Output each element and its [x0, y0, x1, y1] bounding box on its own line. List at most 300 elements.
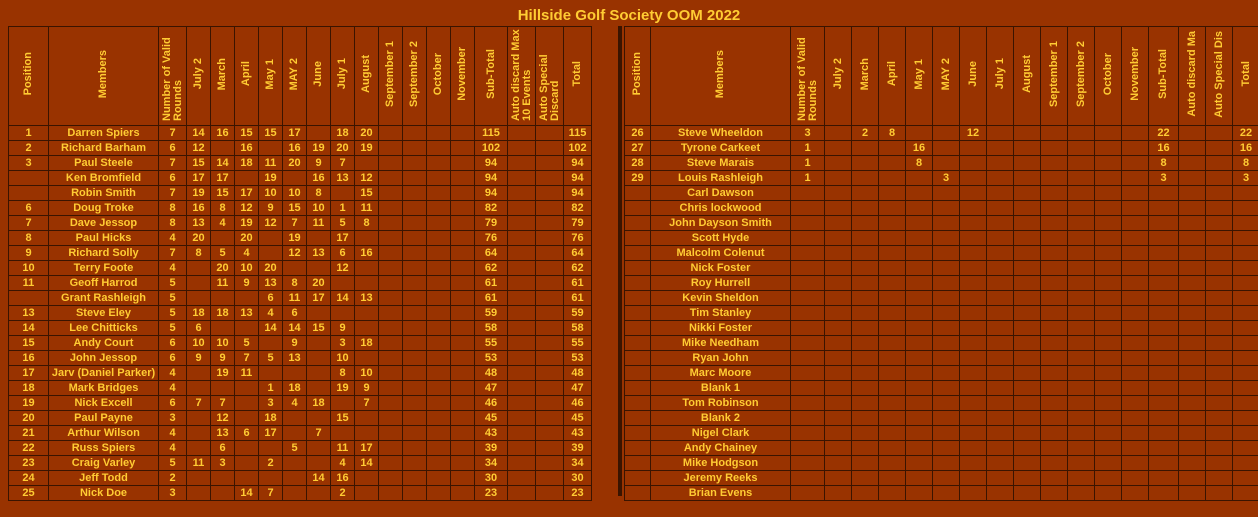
table-cell: [625, 201, 651, 216]
table-cell: [355, 486, 379, 501]
table-row: [9, 351, 592, 366]
table-cell: [1041, 471, 1068, 486]
table-cell: [307, 411, 331, 426]
table-cell: 20: [331, 141, 355, 156]
table-cell: 19: [211, 366, 235, 381]
table-cell: 6: [159, 171, 187, 186]
table-cell: [791, 456, 825, 471]
table-cell: 15: [331, 411, 355, 426]
table-cell: [852, 216, 879, 231]
table-cell: [1149, 336, 1179, 351]
table-cell: [625, 306, 651, 321]
table-cell: [825, 291, 852, 306]
table-cell: [933, 321, 960, 336]
table-row: [625, 216, 1258, 231]
table-cell: [1179, 366, 1206, 381]
table-cell: [1095, 216, 1122, 231]
table-cell: [625, 321, 651, 336]
table-cell: 6: [159, 141, 187, 156]
table-cell: [987, 411, 1014, 426]
table-cell: [1122, 231, 1149, 246]
table-cell: [536, 231, 564, 246]
table-cell: 11: [355, 201, 379, 216]
table-cell: 10: [235, 261, 259, 276]
member-name-cell: Marc Moore: [651, 366, 791, 381]
table-cell: [403, 426, 427, 441]
table-cell: 4: [259, 306, 283, 321]
table-cell: [1095, 336, 1122, 351]
table-cell: 2: [259, 456, 283, 471]
table-cell: [1179, 441, 1206, 456]
table-cell: 46: [475, 396, 508, 411]
table-row: [625, 186, 1258, 201]
column-header-may-2: [283, 27, 307, 126]
table-cell: 17: [235, 186, 259, 201]
table-cell: [933, 126, 960, 141]
table-cell: [933, 201, 960, 216]
member-name-cell: Steve Eley: [49, 306, 159, 321]
table-cell: [307, 336, 331, 351]
table-cell: [1206, 276, 1233, 291]
table-cell: [508, 141, 536, 156]
table-cell: 8: [159, 216, 187, 231]
table-cell: 7: [159, 126, 187, 141]
table-cell: [933, 366, 960, 381]
table-cell: [1122, 456, 1149, 471]
table-cell: [379, 396, 403, 411]
table-cell: [9, 171, 49, 186]
table-row: [9, 156, 592, 171]
table-cell: 13: [283, 351, 307, 366]
table-cell: [451, 156, 475, 171]
table-cell: [1149, 201, 1179, 216]
column-header-august: [1014, 27, 1041, 126]
column-header-label: July 1: [993, 58, 1006, 90]
table-cell: [960, 291, 987, 306]
table-cell: [906, 351, 933, 366]
standings-table-left: [8, 26, 592, 501]
table-cell: 11: [9, 276, 49, 291]
table-cell: [933, 426, 960, 441]
table-cell: [906, 276, 933, 291]
table-cell: 15: [259, 126, 283, 141]
column-header-march: [211, 27, 235, 126]
table-cell: [852, 486, 879, 501]
column-header-label: April: [240, 61, 252, 87]
table-cell: 27: [625, 141, 651, 156]
table-cell: 14: [259, 321, 283, 336]
table-cell: [791, 186, 825, 201]
table-cell: [1014, 171, 1041, 186]
table-cell: [1014, 486, 1041, 501]
table-cell: [879, 276, 906, 291]
table-cell: [451, 471, 475, 486]
table-cell: [933, 246, 960, 261]
table-cell: [1233, 276, 1258, 291]
table-cell: [536, 156, 564, 171]
table-cell: [933, 381, 960, 396]
column-header-label: September 1: [384, 40, 396, 108]
table-cell: 7: [283, 216, 307, 231]
table-cell: [960, 141, 987, 156]
table-cell: [536, 321, 564, 336]
table-cell: [960, 321, 987, 336]
table-row: [9, 216, 592, 231]
table-cell: [1041, 411, 1068, 426]
table-cell: [791, 411, 825, 426]
table-cell: [283, 261, 307, 276]
table-cell: [1179, 426, 1206, 441]
table-cell: 9: [259, 201, 283, 216]
table-cell: [1041, 261, 1068, 276]
table-row: [625, 306, 1258, 321]
table-cell: [187, 276, 211, 291]
table-cell: [933, 336, 960, 351]
table-cell: 16: [307, 171, 331, 186]
table-cell: [1095, 306, 1122, 321]
table-cell: 8: [1149, 156, 1179, 171]
table-cell: [1014, 291, 1041, 306]
table-cell: [355, 231, 379, 246]
table-cell: [825, 396, 852, 411]
column-header-auto-special-discard: [536, 27, 564, 126]
table-cell: [825, 441, 852, 456]
table-cell: 10: [331, 351, 355, 366]
table-cell: 22: [1149, 126, 1179, 141]
table-cell: [987, 276, 1014, 291]
table-cell: [791, 216, 825, 231]
member-name-cell: Andy Chainey: [651, 441, 791, 456]
table-cell: [625, 261, 651, 276]
table-cell: [403, 306, 427, 321]
table-cell: [307, 441, 331, 456]
table-row: [9, 441, 592, 456]
table-cell: [1122, 351, 1149, 366]
table-cell: 1: [791, 156, 825, 171]
table-cell: [933, 396, 960, 411]
table-cell: [1233, 471, 1258, 486]
table-cell: [825, 246, 852, 261]
table-cell: [906, 186, 933, 201]
table-cell: [791, 336, 825, 351]
member-name-cell: Arthur Wilson: [49, 426, 159, 441]
table-cell: 4: [159, 231, 187, 246]
table-cell: [906, 201, 933, 216]
table-cell: [906, 396, 933, 411]
table-cell: 20: [187, 231, 211, 246]
table-cell: [1122, 291, 1149, 306]
table-cell: [987, 216, 1014, 231]
table-cell: 28: [625, 156, 651, 171]
table-cell: 76: [475, 231, 508, 246]
table-cell: [906, 246, 933, 261]
table-cell: 23: [564, 486, 592, 501]
table-cell: 14: [307, 471, 331, 486]
table-cell: [1068, 186, 1095, 201]
table-cell: [852, 156, 879, 171]
table-cell: [1233, 411, 1258, 426]
table-cell: [1233, 186, 1258, 201]
table-cell: [427, 456, 451, 471]
table-cell: 16: [906, 141, 933, 156]
table-cell: 6: [9, 201, 49, 216]
table-cell: [1041, 186, 1068, 201]
table-cell: [403, 231, 427, 246]
table-cell: [1041, 441, 1068, 456]
table-cell: [508, 396, 536, 411]
table-cell: [1149, 261, 1179, 276]
table-cell: [1014, 366, 1041, 381]
table-cell: [403, 171, 427, 186]
table-cell: [625, 441, 651, 456]
table-cell: [852, 186, 879, 201]
table-cell: [403, 441, 427, 456]
table-cell: [960, 336, 987, 351]
table-cell: 3: [211, 456, 235, 471]
table-cell: [879, 456, 906, 471]
table-cell: [211, 321, 235, 336]
table-cell: [1014, 441, 1041, 456]
table-cell: [625, 216, 651, 231]
table-row: [625, 276, 1258, 291]
member-name-cell: Dave Jessop: [49, 216, 159, 231]
table-cell: [379, 231, 403, 246]
table-cell: [427, 201, 451, 216]
member-name-cell: Grant Rashleigh: [49, 291, 159, 306]
table-cell: [1068, 156, 1095, 171]
table-cell: [1179, 351, 1206, 366]
table-row: [9, 126, 592, 141]
table-cell: [1068, 351, 1095, 366]
table-cell: [852, 471, 879, 486]
table-cell: 1: [791, 141, 825, 156]
table-cell: [1095, 456, 1122, 471]
table-cell: [1095, 276, 1122, 291]
table-row: [625, 231, 1258, 246]
table-cell: [307, 351, 331, 366]
table-row: [625, 336, 1258, 351]
table-cell: [625, 246, 651, 261]
table-cell: [379, 336, 403, 351]
table-cell: [1179, 456, 1206, 471]
table-cell: [1122, 411, 1149, 426]
table-cell: [987, 246, 1014, 261]
table-cell: [211, 141, 235, 156]
table-row: [625, 351, 1258, 366]
table-cell: [625, 336, 651, 351]
table-cell: [1041, 306, 1068, 321]
table-cell: 11: [187, 456, 211, 471]
table-cell: [1179, 126, 1206, 141]
table-cell: 47: [475, 381, 508, 396]
table-cell: 8: [355, 216, 379, 231]
table-cell: [307, 231, 331, 246]
table-cell: [625, 366, 651, 381]
column-header-auto-special-dis: [1206, 27, 1233, 126]
table-cell: 17: [331, 231, 355, 246]
table-cell: 4: [159, 261, 187, 276]
table-cell: 5: [235, 336, 259, 351]
header-row: [625, 27, 1258, 126]
table-cell: [1149, 381, 1179, 396]
table-cell: 10: [187, 336, 211, 351]
column-header-september-2: [403, 27, 427, 126]
table-cell: 4: [159, 441, 187, 456]
table-cell: [933, 471, 960, 486]
table-cell: 2: [159, 471, 187, 486]
table-cell: [791, 246, 825, 261]
table-cell: 61: [475, 276, 508, 291]
table-cell: [960, 351, 987, 366]
table-cell: [852, 381, 879, 396]
table-cell: [451, 291, 475, 306]
table-cell: [235, 171, 259, 186]
sheet-title: Hillside Golf Society OOM 2022: [517, 7, 741, 24]
table-cell: [307, 366, 331, 381]
table-cell: 14: [9, 321, 49, 336]
table-cell: [1014, 426, 1041, 441]
table-cell: 62: [564, 261, 592, 276]
table-cell: 94: [564, 171, 592, 186]
table-cell: 13: [307, 246, 331, 261]
column-header-sub-total: [1149, 27, 1179, 126]
table-cell: [933, 216, 960, 231]
table-cell: [451, 171, 475, 186]
table-cell: [355, 321, 379, 336]
table-cell: 18: [211, 306, 235, 321]
column-header-label: August: [1020, 55, 1033, 93]
table-cell: [1233, 201, 1258, 216]
table-cell: 13: [355, 291, 379, 306]
table-cell: 1: [9, 126, 49, 141]
column-header-label: Position: [22, 52, 34, 96]
table-cell: [508, 201, 536, 216]
table-cell: [451, 201, 475, 216]
table-cell: [987, 186, 1014, 201]
table-row: [625, 246, 1258, 261]
table-cell: 102: [475, 141, 508, 156]
table-cell: [536, 276, 564, 291]
table-cell: 30: [564, 471, 592, 486]
table-cell: [625, 471, 651, 486]
table-cell: [987, 306, 1014, 321]
table-cell: [852, 426, 879, 441]
member-name-cell: Steve Marais: [651, 156, 791, 171]
table-cell: 3: [1149, 171, 1179, 186]
table-cell: 61: [564, 276, 592, 291]
table-cell: 39: [475, 441, 508, 456]
table-cell: [1041, 156, 1068, 171]
table-cell: 6: [283, 306, 307, 321]
column-header-november: [451, 27, 475, 126]
table-cell: [1014, 156, 1041, 171]
table-row: [625, 396, 1258, 411]
table-row: [9, 396, 592, 411]
table-cell: [825, 456, 852, 471]
table-cell: [508, 216, 536, 231]
table-cell: [987, 231, 1014, 246]
table-cell: [1095, 261, 1122, 276]
table-cell: [879, 141, 906, 156]
table-cell: [960, 246, 987, 261]
table-cell: [331, 276, 355, 291]
table-cell: [536, 201, 564, 216]
table-cell: [536, 186, 564, 201]
table-cell: [536, 366, 564, 381]
table-row: [9, 171, 592, 186]
table-cell: [825, 216, 852, 231]
table-cell: 4: [235, 246, 259, 261]
table-cell: 18: [9, 381, 49, 396]
table-cell: [1233, 231, 1258, 246]
table-cell: 39: [564, 441, 592, 456]
column-header-label: March: [858, 57, 871, 91]
table-cell: [1179, 291, 1206, 306]
table-cell: [906, 306, 933, 321]
table-cell: 59: [475, 306, 508, 321]
table-cell: 76: [564, 231, 592, 246]
table-cell: [879, 396, 906, 411]
table-cell: 6: [159, 396, 187, 411]
column-header-august: [355, 27, 379, 126]
table-cell: [933, 291, 960, 306]
table-cell: [960, 216, 987, 231]
table-cell: 2: [852, 126, 879, 141]
column-header-july-2: [825, 27, 852, 126]
table-cell: [307, 381, 331, 396]
table-cell: [451, 366, 475, 381]
table-cell: 20: [211, 261, 235, 276]
table-cell: [791, 291, 825, 306]
table-cell: [403, 186, 427, 201]
table-row: [9, 246, 592, 261]
table-cell: [879, 231, 906, 246]
table-cell: 13: [259, 276, 283, 291]
table-cell: 22: [1233, 126, 1258, 141]
table-cell: [536, 381, 564, 396]
member-name-cell: Lee Chitticks: [49, 321, 159, 336]
table-cell: 8: [879, 126, 906, 141]
table-cell: 15: [211, 186, 235, 201]
table-cell: [235, 441, 259, 456]
table-cell: [1233, 216, 1258, 231]
table-cell: [1122, 321, 1149, 336]
table-cell: 14: [331, 291, 355, 306]
table-cell: [427, 411, 451, 426]
member-name-cell: Mark Bridges: [49, 381, 159, 396]
table-cell: [1095, 141, 1122, 156]
table-cell: [933, 486, 960, 501]
table-cell: [1149, 441, 1179, 456]
table-row: [625, 426, 1258, 441]
table-cell: [852, 201, 879, 216]
table-cell: [1233, 291, 1258, 306]
table-cell: [879, 321, 906, 336]
table-cell: [879, 201, 906, 216]
table-cell: [1122, 396, 1149, 411]
table-cell: 17: [187, 171, 211, 186]
table-cell: [1014, 306, 1041, 321]
table-cell: [1041, 141, 1068, 156]
table-cell: [283, 486, 307, 501]
table-row: [9, 471, 592, 486]
table-cell: 17: [259, 426, 283, 441]
table-cell: [379, 156, 403, 171]
table-cell: 4: [283, 396, 307, 411]
member-name-cell: Darren Spiers: [49, 126, 159, 141]
table-cell: [1068, 231, 1095, 246]
member-name-cell: Jarv (Daniel Parker): [49, 366, 159, 381]
